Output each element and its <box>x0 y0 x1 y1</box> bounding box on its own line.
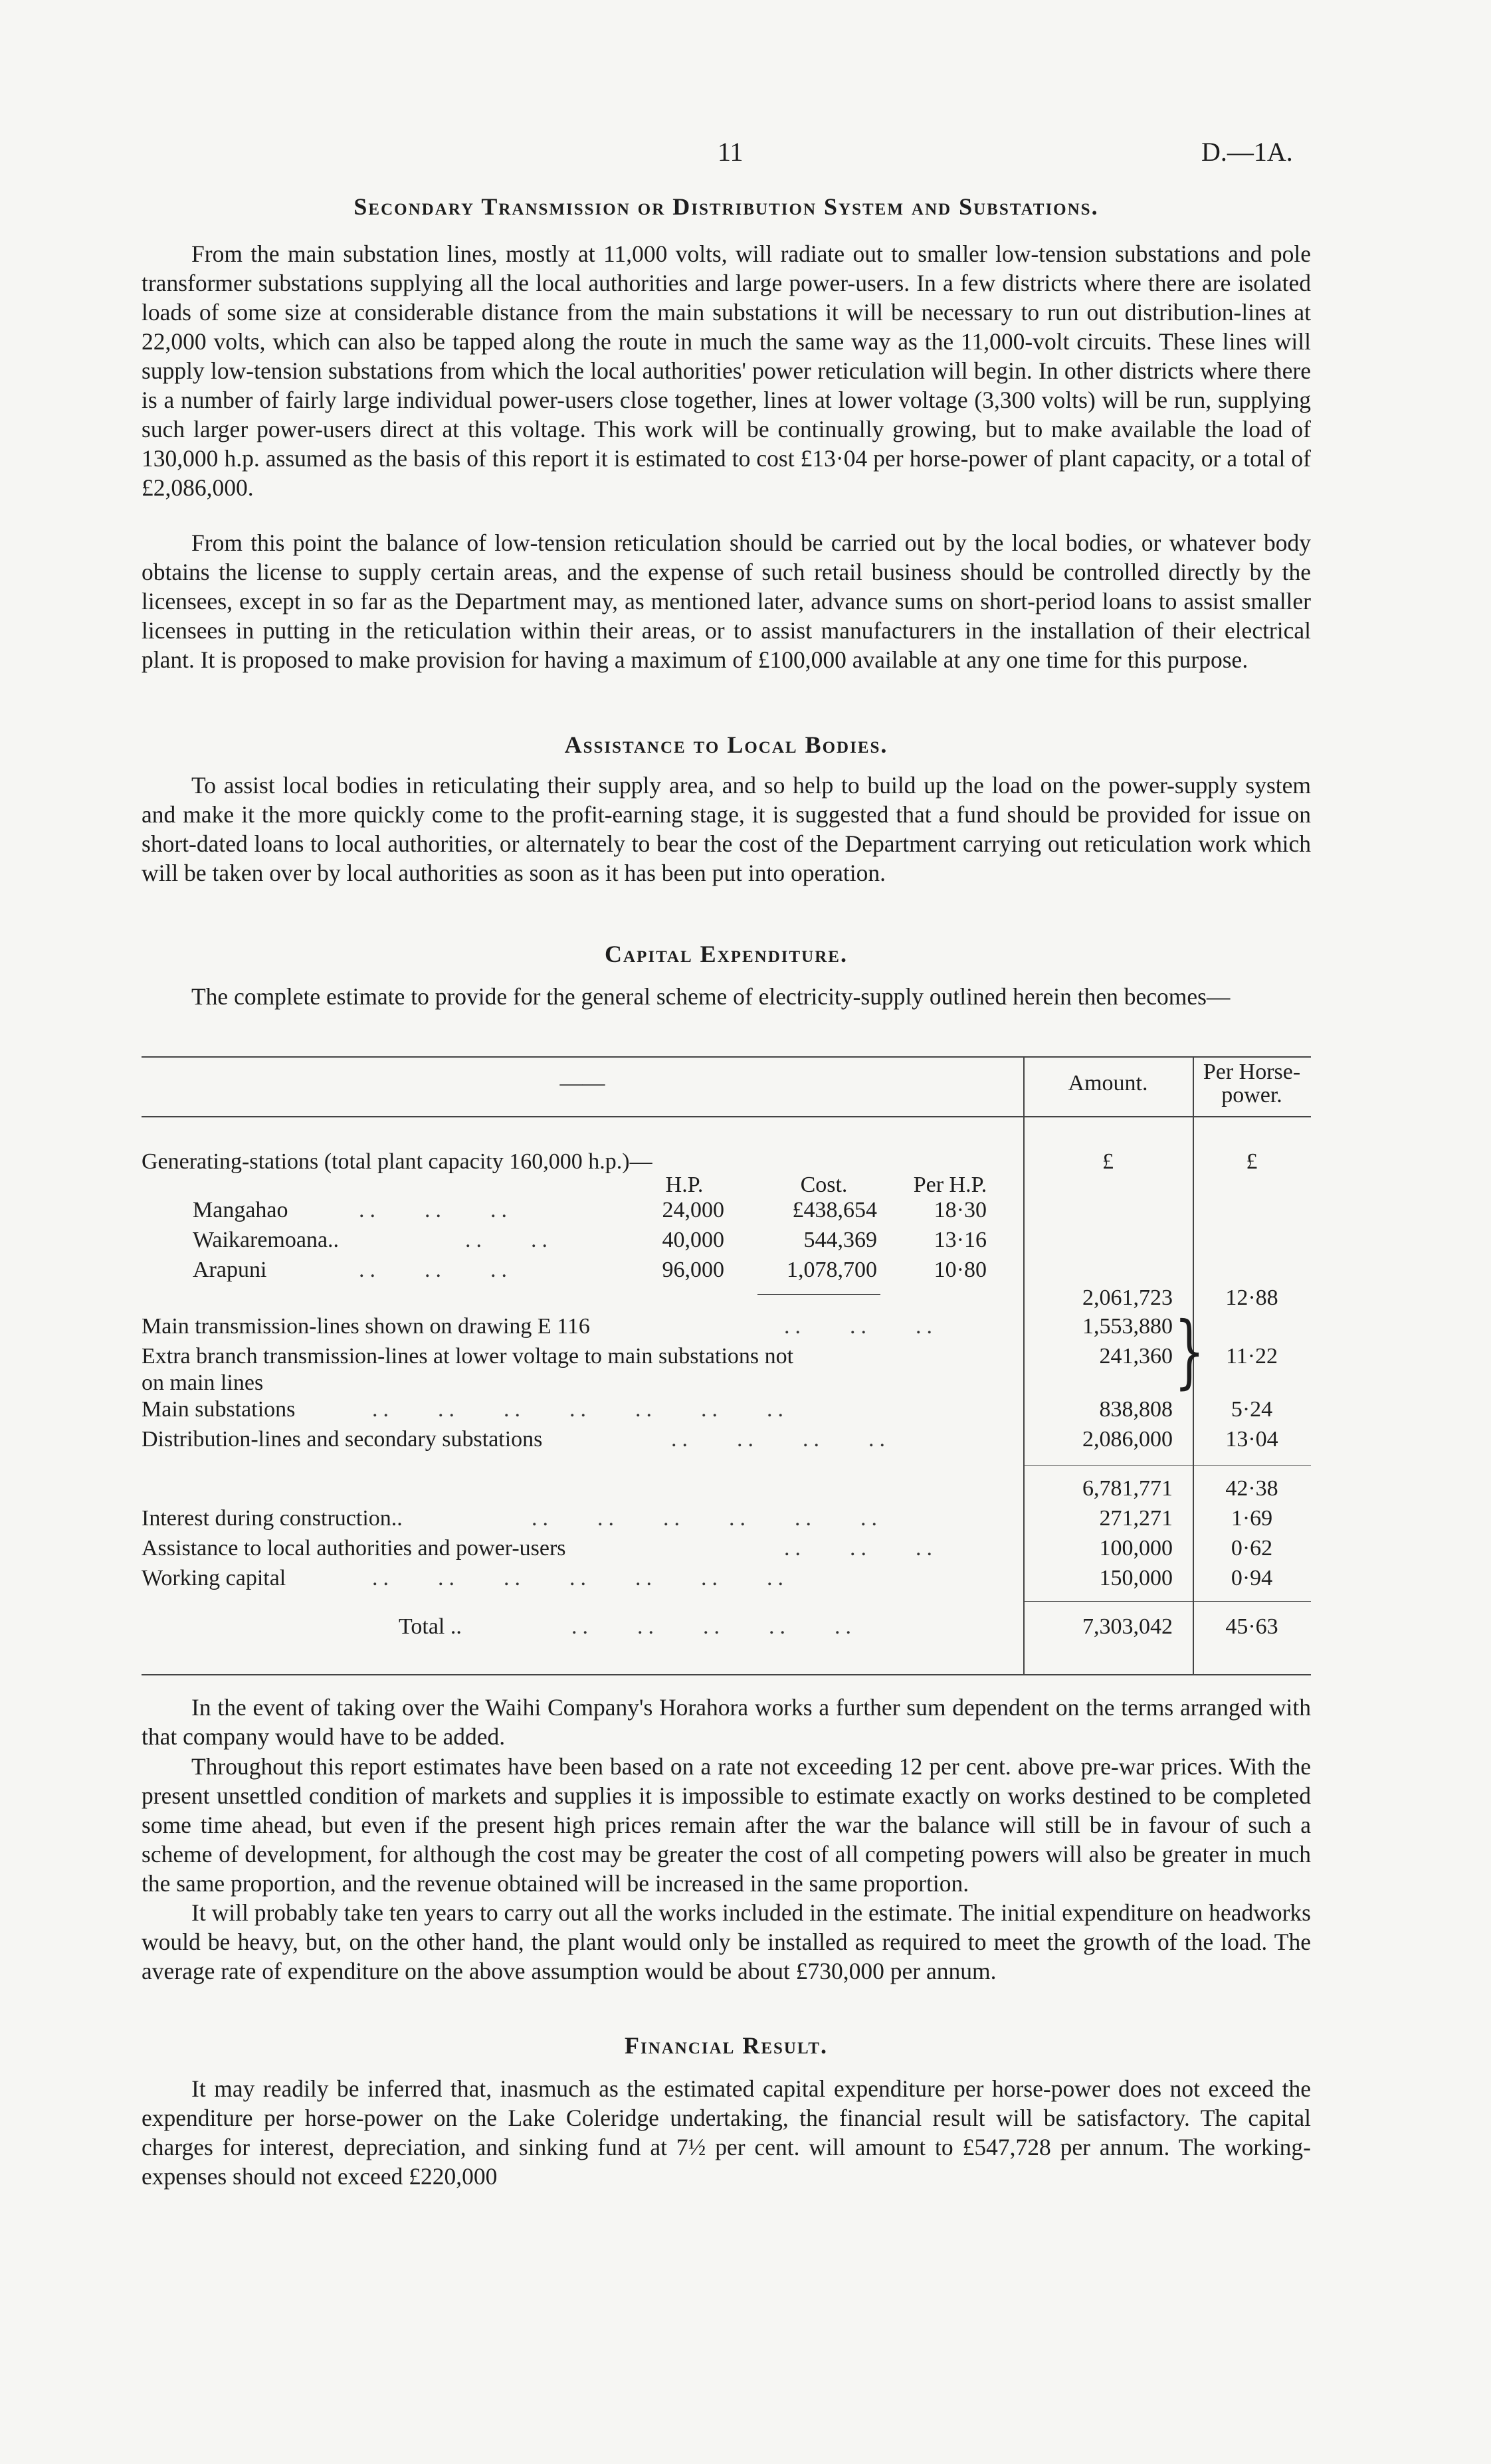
section-heading-capital: Capital Expenditure. <box>605 941 848 967</box>
station-name: Waikaremoana.. <box>193 1228 340 1252</box>
leader-dots: .. .. .. .. .. .. .. <box>372 1566 789 1590</box>
leader-dots: .. .. .. .. <box>671 1427 890 1452</box>
station-cost: 1,078,700 <box>787 1258 877 1282</box>
main-substations-per-hp: 5·24 <box>1231 1397 1273 1422</box>
working-capital-label: Working capital <box>142 1566 286 1590</box>
total-per-hp: 45·63 <box>1225 1614 1278 1639</box>
header-amount: Amount. <box>1068 1071 1148 1095</box>
distribution-label: Distribution-lines and secondary substations <box>142 1427 543 1452</box>
leader-dots: .. .. .. .. .. .. <box>532 1506 882 1531</box>
main-substations-label: Main substations <box>142 1397 296 1422</box>
table-top-rule <box>142 1056 1311 1058</box>
generating-total-amount: 2,061,723 <box>1082 1285 1173 1310</box>
station-per-hp: 13·16 <box>934 1228 987 1252</box>
header-dash: —— <box>559 1071 605 1095</box>
station-hp: 24,000 <box>662 1198 724 1222</box>
subtotal-amount: 6,781,771 <box>1082 1476 1173 1501</box>
generating-total-per-hp: 12·88 <box>1225 1285 1278 1310</box>
interest-label: Interest during construction.. <box>142 1506 403 1531</box>
paragraph-distribution-2: From this point the balance of low-tension reticulation should be carried out by the local bodies, or whatever body obtains the license to supply certain areas, and the expense of such retail business should be controlled directly by the licensees, except in so far as the Department may, as mentioned later, advance sums on short-period loans to assist smaller licensees in putting in the reticulation within their areas, or to assist manufacturers in the installation of their electrical plant. It is proposed to make provision for having a maximum of £100,000 available at any one time for this purpose. <box>142 529 1311 673</box>
station-name: Arapuni <box>193 1258 267 1282</box>
leader-dots: .. .. .. <box>784 1536 938 1561</box>
total-amount: 7,303,042 <box>1082 1614 1173 1639</box>
total-label: Total .. <box>399 1614 462 1639</box>
header-per-hp-line2: power. <box>1221 1083 1282 1107</box>
table-bottom-rule <box>142 1674 1311 1675</box>
section-heading-assistance: Assistance to Local Bodies. <box>564 731 888 758</box>
subhead-cost: Cost. <box>800 1173 848 1197</box>
paragraph-distribution-1: From the main substation lines, mostly at 11,000 volts, will radiate out to smaller low-tension substations and pole transformer substations supplying all the local authorities and large power-users. In a few districts where there are isolated loads of some size at considerable distance from the main substations it will be necessary to run out distribution-lines at 22,000 volts, which can also be tapped along the route in much the same way as the 11,000-volt circuits. These lines will supply low-tension substations from which the local authorities' power reticulation will begin. In other districts where there is a number of fairly large individual power-users close together, lines at lower voltage (3,300 volts) will be run, supplying such larger power-users direct at this voltage. This work will be continually growing, but to make available the load of 130,000 h.p. assumed as the basis of this report it is estimated to cost £13·04 per horse-power of plant capacity, or a total of £2,086,000. <box>142 240 1311 501</box>
paragraph-estimates: Throughout this report estimates have been based on a rate not exceeding 12 per cent. above pre-war prices. With the present unsettled condition of markets and supplies it is impossible to estimate exactly on works destined to be completed some time ahead, but even if the present high prices remain after the war the balance will still be in favour of such a scheme of development, for although the cost may be greater the cost of all competing powers will also be greater in much the same proportion, and the revenue obtained will be increased in the same proportion. <box>142 1753 1311 1897</box>
working-capital-per-hp: 0·94 <box>1231 1566 1273 1590</box>
leader-dots: .. .. .. <box>784 1314 938 1339</box>
subtotal-per-hp: 42·38 <box>1225 1476 1278 1501</box>
extra-branch-amount: 241,360 <box>1099 1344 1173 1369</box>
distribution-per-hp: 13·04 <box>1225 1427 1278 1452</box>
interest-amount: 271,271 <box>1099 1506 1173 1531</box>
paragraph-ten-years: It will probably take ten years to carry out all the works included in the estimate. The initial expenditure on headworks would be heavy, but, on the other hand, the plant would only be installed as required to meet the growth of the load. The average rate of expenditure on the above assumption would be about £730,000 per annum. <box>142 1899 1311 1984</box>
station-name: Mangahao <box>193 1198 288 1222</box>
right-brace-icon: } <box>1174 1305 1205 1398</box>
paragraph-capital-intro: The complete estimate to provide for the general scheme of electricity-supply outlined herein then becomes— <box>191 983 1231 1010</box>
leader-dots: .. .. .. .. .. .. .. <box>372 1397 789 1422</box>
station-per-hp: 18·30 <box>934 1198 987 1222</box>
main-transmission-amount: 1,553,880 <box>1082 1314 1173 1339</box>
generating-stations-label: Generating-stations (total plant capacity 160,000 h.p.)— <box>142 1149 652 1174</box>
transmission-combined-per-hp: 11·22 <box>1225 1344 1278 1369</box>
station-cost: 544,369 <box>803 1228 877 1252</box>
total-rule <box>1023 1601 1311 1602</box>
leader-dots: .. .. .. .. .. <box>571 1614 856 1639</box>
subhead-hp: H.P. <box>665 1173 704 1197</box>
assistance-amount: 100,000 <box>1099 1536 1173 1561</box>
leader-dots: .. .. .. <box>359 1198 512 1222</box>
paragraph-financial: It may readily be inferred that, inasmuch as the estimated capital expenditure per horse-power does not exceed the expenditure per horse-power on the Lake Coleridge undertaking, the financial result will be satisfactory. The capital charges for interest, depreciation, and sinking fund at 7½ per cent. will amount to £547,728 per annum. The working-expenses should not exceed £220,000 <box>142 2075 1311 2190</box>
paragraph-horahora: In the event of taking over the Waihi Company's Horahora works a further sum dependent on the terms arranged with that company would have to be added. <box>142 1694 1311 1750</box>
document-reference: D.—1A. <box>1201 137 1293 167</box>
leader-dots: .. .. <box>465 1228 553 1252</box>
page-number: 11 <box>718 137 744 167</box>
currency-amount: £ <box>1102 1149 1114 1174</box>
paragraph-assistance: To assist local bodies in reticulating their supply area, and so help to build up the load on the power-supply system and make it the more quickly come to the profit-earning stage, it is suggested that a fund should be provided for issue on short-dated loans to local authorities, or alternately to bear the cost of the Department carrying out reticulation work which will be taken over by local authorities as soon as it has been put into operation. <box>142 772 1311 886</box>
assistance-label: Assistance to local authorities and power-users <box>142 1536 566 1561</box>
extra-branch-label-line1: Extra branch transmission-lines at lower voltage to main substations not <box>142 1344 794 1369</box>
section-heading-distribution: Secondary Transmission or Distribution System and Substations. <box>353 193 1099 220</box>
station-cost: £438,654 <box>792 1198 877 1222</box>
station-hp: 96,000 <box>662 1258 724 1282</box>
station-per-hp: 10·80 <box>934 1258 987 1282</box>
leader-dots: .. .. .. <box>359 1258 512 1282</box>
header-per-hp-line1: Per Horse- <box>1203 1060 1301 1084</box>
subtotal-rule <box>1023 1465 1311 1466</box>
main-substations-amount: 838,808 <box>1099 1397 1173 1422</box>
main-transmission-label: Main transmission-lines shown on drawing E 116 <box>142 1314 590 1339</box>
currency-per-hp: £ <box>1246 1149 1258 1174</box>
assistance-per-hp: 0·62 <box>1231 1536 1273 1561</box>
table-header-rule <box>142 1116 1311 1117</box>
interest-per-hp: 1·69 <box>1231 1506 1273 1531</box>
section-heading-financial: Financial Result. <box>624 2032 829 2059</box>
distribution-amount: 2,086,000 <box>1082 1427 1173 1452</box>
working-capital-amount: 150,000 <box>1099 1566 1173 1590</box>
extra-branch-label-line2: on main lines <box>142 1371 264 1395</box>
stations-subtotal-rule <box>757 1294 880 1295</box>
station-hp: 40,000 <box>662 1228 724 1252</box>
subhead-per-hp: Per H.P. <box>913 1173 987 1197</box>
